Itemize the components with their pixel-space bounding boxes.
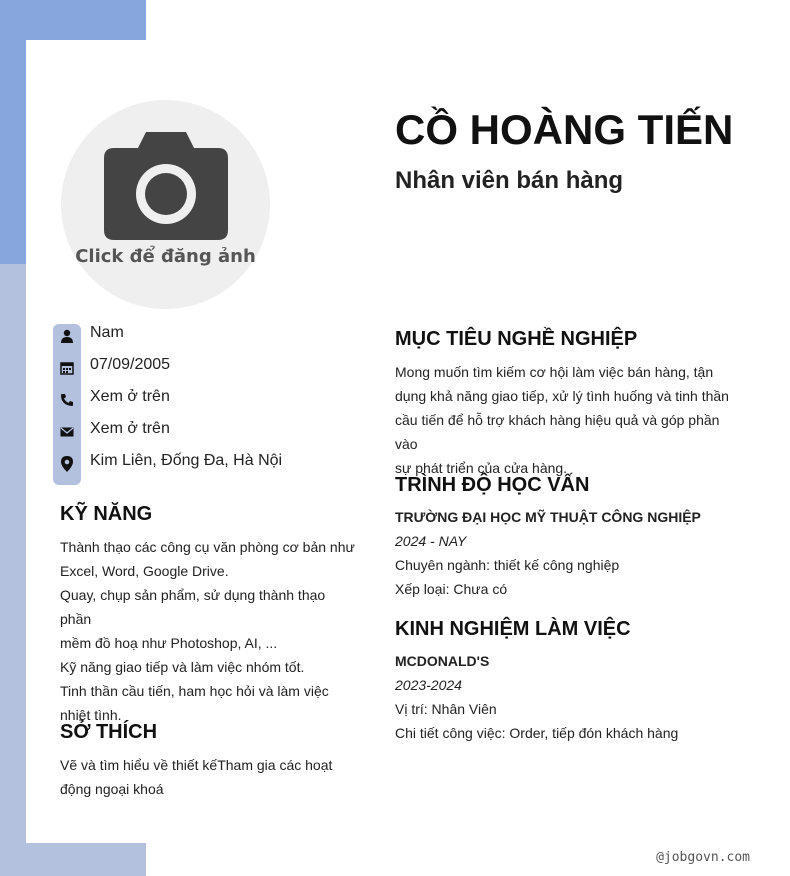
objective-line: dụng khả năng giao tiếp, xử lý tình huống và tinh thần <box>395 388 729 404</box>
candidate-name: CỒ HOÀNG TIẾN <box>395 106 734 153</box>
contact-address <box>53 450 353 482</box>
experience-block <box>395 649 755 745</box>
hobbies-line: động ngoại khoá <box>60 781 164 797</box>
contact-phone-text: Xem ở trên <box>90 388 170 405</box>
objective-line: cầu tiến để hỗ trợ khách hàng hiệu quả và góp phần vào <box>395 412 720 452</box>
experience-position: Vị trí: Nhân Viên <box>395 701 497 717</box>
skills-line: Kỹ năng giao tiếp và làm việc nhóm tốt. <box>60 659 305 675</box>
skills-line: Thành thạo các công cụ văn phòng cơ bản như <box>60 539 355 555</box>
objective-text <box>395 360 745 480</box>
contact-address-text: Kim Liên, Đống Đa, Hà Nội <box>90 452 283 469</box>
photo-upload-caption: Click để đăng ảnh <box>75 246 256 267</box>
skills-line: Excel, Word, Google Drive. <box>60 563 229 579</box>
education-period: 2024 - NAY <box>395 533 467 549</box>
location-icon <box>60 456 74 472</box>
education-heading: TRÌNH ĐỘ HỌC VẤN <box>395 474 590 496</box>
objective-line: sự phát triển của cửa hàng. <box>395 460 568 476</box>
skills-line: mềm đồ hoạ như Photoshop, AI, ... <box>60 635 278 651</box>
skills-line: Quay, chụp sản phẩm, sử dụng thành thạo phần <box>60 587 326 627</box>
watermark: @jobgovn.com <box>656 850 750 865</box>
hobbies-line: Vẽ và tìm hiểu về thiết kếTham gia các hoạt <box>60 757 333 773</box>
experience-company: MCDONALD'S <box>395 653 490 669</box>
contact-gender-text: Nam <box>90 324 124 341</box>
contact-gender <box>53 322 353 354</box>
candidate-role: Nhân viên bán hàng <box>395 167 624 194</box>
skills-line: Tinh thần cầu tiến, ham học hỏi và làm việc <box>60 683 329 699</box>
skills-text <box>60 535 360 727</box>
person-icon <box>60 329 74 343</box>
skills-heading: KỸ NĂNG <box>60 503 153 525</box>
contact-birthday-text: 07/09/2005 <box>90 356 171 373</box>
objective-heading: MỤC TIÊU NGHỀ NGHIỆP <box>395 328 638 350</box>
education-block <box>395 505 755 601</box>
experience-period: 2023-2024 <box>395 677 462 693</box>
education-rank: Xếp loại: Chưa có <box>395 581 508 597</box>
phone-icon <box>60 393 74 407</box>
objective-line: Mong muốn tìm kiếm cơ hội làm việc bán hàng, tận <box>395 364 714 380</box>
hobbies-text <box>60 753 350 801</box>
camera-icon <box>102 130 230 242</box>
hobbies-heading: SỞ THÍCH <box>60 721 158 743</box>
contact-email <box>53 418 353 450</box>
calendar-icon <box>60 361 74 375</box>
education-school: TRƯỜNG ĐẠI HỌC MỸ THUẬT CÔNG NGHIỆP <box>395 509 701 525</box>
education-major: Chuyên ngành: thiết kế công nghiệp <box>395 557 620 573</box>
contact-birthday <box>53 354 353 386</box>
skills-line: nhiệt tình. <box>60 707 122 723</box>
experience-heading: KINH NGHIỆM LÀM VIỆC <box>395 618 631 640</box>
contact-phone <box>53 386 353 418</box>
mail-icon <box>60 425 74 439</box>
experience-details: Chi tiết công việc: Order, tiếp đón khách hàng <box>395 725 679 741</box>
photo-upload[interactable] <box>61 100 270 309</box>
contact-email-text: Xem ở trên <box>90 420 170 437</box>
